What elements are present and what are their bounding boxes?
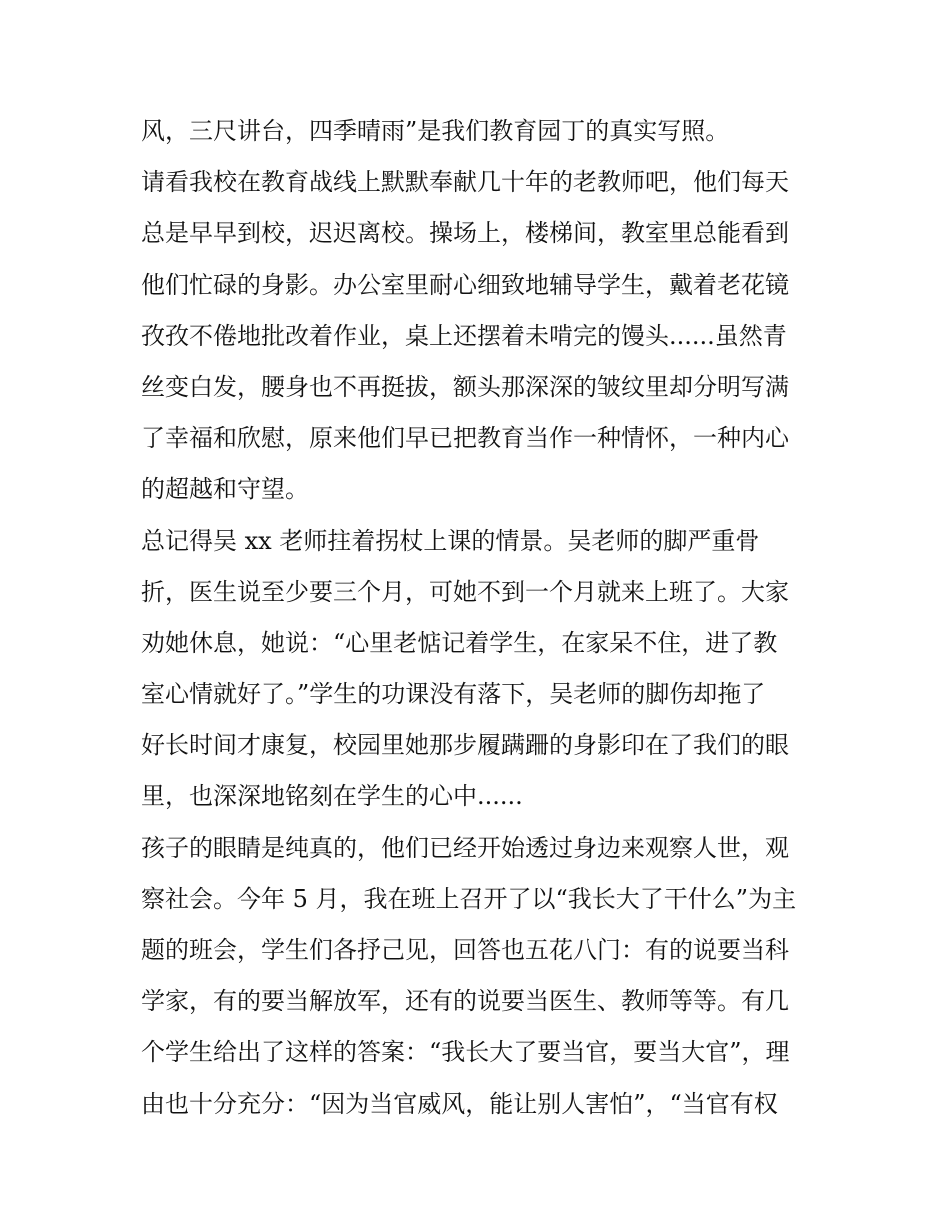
text-line: 的超越和守望。 xyxy=(141,475,309,504)
text-line: 题的班会，学生们各抒己见，回答也五花八门：有的说要当科 xyxy=(141,936,789,964)
text-line: 总记得吴 xx 老师拄着拐杖上课的情景。吴老师的脚严重骨 xyxy=(141,526,760,555)
text-line: 丝变白发，腰身也不再挺拔，额头那深深的皱纹里却分明写满 xyxy=(141,372,789,401)
text-line: 察社会。今年 5 月，我在班上召开了以“我长大了干什么”为主 xyxy=(141,884,797,913)
text-line: 折，医生说至少要三个月，可她不到一个月就来上班了。大家 xyxy=(141,577,789,606)
text-line: 个学生给出了这样的答案：“我长大了要当官，要当大官”，理 xyxy=(141,1038,790,1067)
text-line: 室心情就好了。”学生的功课没有落下，吴老师的脚伤却拖了 xyxy=(141,680,766,709)
text-line: 好长时间才康复，校园里她那步履蹒跚的身影印在了我们的眼 xyxy=(141,731,789,760)
text-line: 里，也深深地铭刻在学生的心中...... xyxy=(141,782,523,811)
text-line: 学家，有的要当解放军，还有的说要当医生、教师等等。有几 xyxy=(141,987,789,1016)
text-line: 孩子的眼睛是纯真的，他们已经开始透过身边来观察人世，观 xyxy=(141,833,789,862)
text-line: 总是早早到校，迟迟离校。操场上，楼梯间，教室里总能看到 xyxy=(141,219,789,248)
text-line: 由也十分充分：“因为当官威风，能让别人害怕”，“当官有权 xyxy=(141,1089,778,1118)
text-line: 请看我校在教育战线上默默奉献几十年的老教师吧，他们每天 xyxy=(141,168,789,197)
text-line: 劝她休息，她说：“心里老惦记着学生，在家呆不住，进了教 xyxy=(141,628,778,657)
text-line: 孜孜不倦地批改着作业，桌上还摆着未啃完的馒头......虽然青 xyxy=(141,321,787,350)
text-line: 他们忙碌的身影。办公室里耐心细致地辅导学生，戴着老花镜 xyxy=(141,270,789,299)
text-line: 风，三尺讲台，四季晴雨”是我们教育园丁的真实写照。 xyxy=(141,117,730,145)
document-body xyxy=(141,106,821,1130)
text-line: 了幸福和欣慰，原来他们早已把教育当作一种情怀，一种内心 xyxy=(141,424,789,453)
